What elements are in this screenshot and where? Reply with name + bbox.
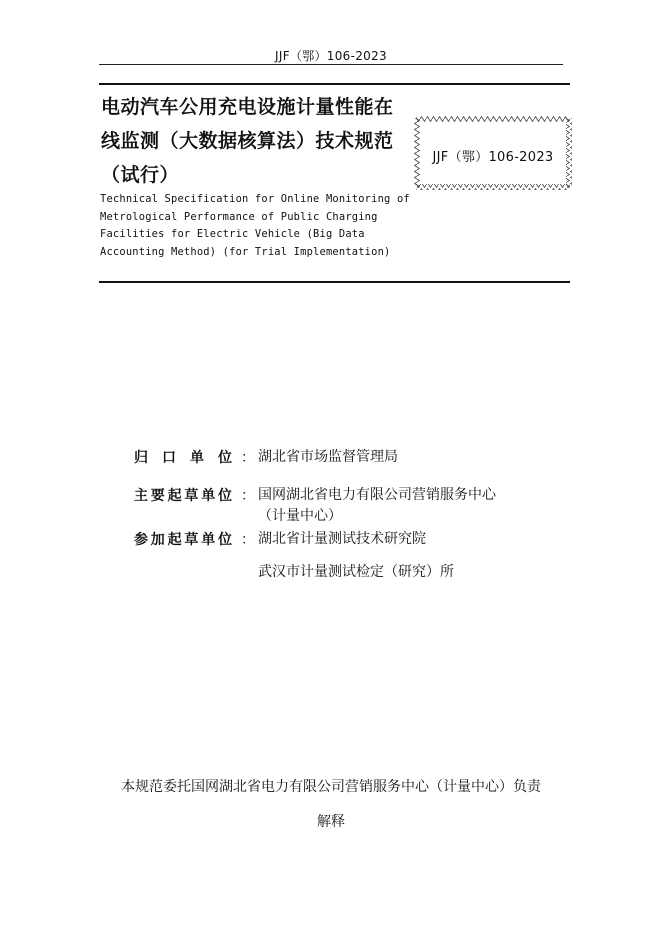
info-value-line: 国网湖北省电力有限公司营销服务中心 bbox=[258, 487, 496, 503]
info-colon: ： bbox=[241, 488, 255, 504]
document-title-en bbox=[100, 191, 420, 261]
title-en-line: Metrological Performance of Public Charging bbox=[100, 210, 378, 223]
interpretation-note-continued: 解释 bbox=[317, 814, 345, 830]
info-label: 归口单位 bbox=[134, 450, 232, 466]
info-value bbox=[258, 529, 454, 583]
title-en-line: Facilities for Electric Vehicle (Big Data bbox=[100, 228, 365, 241]
title-rule-bottom bbox=[99, 281, 570, 283]
info-value-line: （计量中心） bbox=[258, 508, 342, 524]
title-zh-line: 电动汽车公用充电设施计量性能在 bbox=[101, 96, 394, 118]
title-en-line: Technical Specification for Online Monitoring of bbox=[100, 193, 410, 205]
info-label: 主要起草单位 bbox=[134, 488, 232, 504]
info-value-line: 武汉市计量测试检定（研究）所 bbox=[258, 564, 454, 580]
info-value-line: 湖北省市场监督管理局 bbox=[258, 449, 398, 465]
title-rule-top bbox=[99, 83, 570, 85]
interpretation-note: 本规范委托国网湖北省电力有限公司营销服务中心（计量中心）负责 bbox=[121, 779, 541, 795]
specification-code: JJF（鄂）106-2023 bbox=[432, 150, 554, 165]
info-colon: ： bbox=[241, 450, 255, 466]
info-value bbox=[258, 447, 398, 468]
header-rule bbox=[99, 64, 563, 65]
info-label: 参加起草单位 bbox=[134, 532, 232, 548]
title-zh-line: （试行） bbox=[101, 164, 180, 186]
specification-code-box bbox=[414, 116, 572, 190]
info-value-line: 湖北省计量测试技术研究院 bbox=[258, 531, 426, 547]
title-en-line: Accounting Method) (for Trial Implementation) bbox=[100, 245, 391, 258]
info-value bbox=[258, 485, 496, 527]
info-colon: ： bbox=[241, 532, 255, 548]
document-title-zh bbox=[101, 90, 411, 192]
header-code: JJF（鄂）106-2023 bbox=[275, 49, 387, 63]
title-zh-line: 线监测（大数据核算法）技术规范 bbox=[101, 130, 394, 152]
info-value-line bbox=[258, 550, 454, 562]
